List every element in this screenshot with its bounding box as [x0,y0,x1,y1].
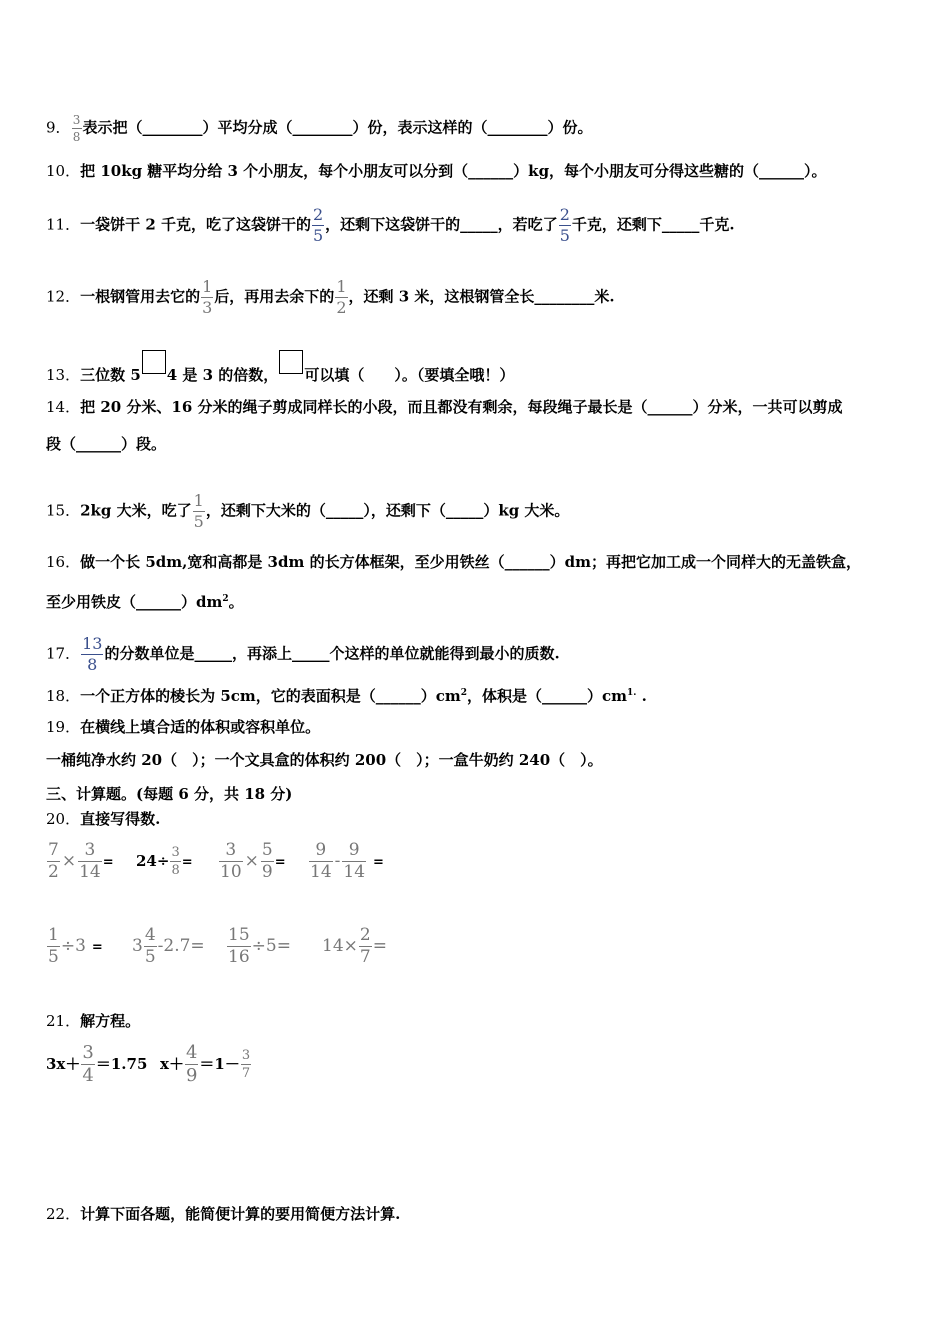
question-19 [46,717,910,737]
fraction: $\frac{3}{4}$ [82,1042,94,1086]
question-16 [46,552,910,572]
question-text: 表示把（________）平均分成（________）份，表示这样的（________）份。 [82,118,593,137]
question-number: 15． [46,501,81,520]
superscript: 2 [460,688,468,698]
calc-expression: 14× $\frac{2}{7}$ = [322,925,387,967]
question-number: 10． [46,162,81,180]
calc-expression: $\frac{15}{16}$ ÷5= [228,925,291,967]
fraction: $\frac{3}{10}$ [220,840,242,882]
question-number: 14． [46,398,81,416]
fraction: $\frac{9}{14}$ [343,840,366,882]
calc-expression: $\frac{7}{2}$ × $\frac{3}{14}$ = [48,840,114,882]
fraction: $\frac{15}{16}$ [228,925,250,967]
fraction: $\frac{1}{5}$ [48,925,59,967]
question-17 [46,636,910,673]
superscript: 1. [627,688,637,698]
question-text: ，还剩下这袋饼干的_____，若吃了 [325,215,558,234]
question-text: 一桶纯净水约 20（ ）；一个文具盒的体积约 200（ ）；一盒牛奶约 240（ ）。 [46,751,603,769]
question-number: 20． [46,810,81,828]
equation-2: x＋ $\frac{4}{9}$ ＝1－ $\frac{3}{7}$ [160,1042,251,1086]
question-text: 一袋饼干 2 千克，吃了这袋饼干的 [80,215,311,234]
question-text: 至少用铁皮（______）dm [46,593,223,611]
question-number: 12． [46,287,81,306]
question-text: 2kg 大米，吃了 [80,501,192,520]
question-text: 。 [228,593,244,611]
calc-expression: $\frac{1}{5}$ ÷3 = [48,925,103,967]
answer-box [142,350,166,374]
question-text: . [636,687,647,705]
question-22 [46,1204,910,1224]
calc-expression: $\frac{3}{10}$ × $\frac{5}{9}$ = [220,840,286,882]
question-text: ，还剩 3 米，这根钢管全长________米. [348,287,615,306]
question-text: 在横线上填合适的体积或容积单位。 [80,718,321,736]
question-text: 段（______）段。 [46,435,167,453]
question-number: 17． [46,644,81,663]
question-text: 把 20 分米、16 分米的绳子剪成同样长的小段，而且都没有剩余，每段绳子最长是（______）分米，一共可以剪成 [80,398,843,416]
question-text: 计算下面各题，能简便计算的要用简便方法计算. [80,1205,401,1223]
question-text: 可以填（ ）。（要填全哦！） [304,366,515,384]
question-text: 千克，还剩下_____千克. [571,215,735,234]
fraction: $\frac{3}{8}$ [171,845,180,878]
question-19-line2 [46,750,910,770]
question-9 [46,114,910,143]
fraction: $\frac{13}{8}$ [82,634,103,674]
calc-expression: 24÷ $\frac{3}{8}$ = [136,845,193,878]
fraction: $\frac{4}{9}$ [185,1042,198,1086]
fraction: $\frac{3}{8}$ [72,113,81,144]
question-number: 19． [46,718,81,736]
question-number: 13． [46,366,81,384]
question-text: ，体积是（______）cm [467,687,628,705]
question-text: 三位数 5 [80,366,141,384]
question-16-line2 [46,589,910,612]
fraction: $\frac{2}{5}$ [559,205,570,245]
question-11 [46,207,910,244]
fraction: $\frac{9}{14}$ [310,840,332,882]
fraction: $\frac{5}{9}$ [261,840,273,882]
question-number: 11． [46,215,81,234]
question-text: 把 10kg 糖平均分给 3 个小朋友，每个小朋友可以分到（______）kg，每个小朋友可分得这些糖的（______）。 [80,162,827,180]
fraction: $\frac{1}{5}$ [193,491,204,531]
question-15 [46,493,910,530]
calc-expression: 3 $\frac{4}{5}$ -2.7= [132,925,205,967]
fraction: $\frac{7}{2}$ [48,840,59,882]
question-text: 做一个长 5dm,宽和高都是 3dm 的长方体框架，至少用铁丝（______）dm；再把它加工成一个同样大的无盖铁盒， [80,553,861,571]
question-21 [46,1011,910,1031]
question-text: 解方程。 [80,1012,141,1030]
question-text: 的分数单位是_____，再添上_____个这样的单位就能得到最小的质数. [104,644,560,663]
question-14 [46,397,910,417]
question-number: 9． [46,118,71,137]
question-18 [46,683,910,706]
question-14-line2 [46,434,910,454]
question-number: 18． [46,687,81,705]
calc-expression: $\frac{9}{14}$ - $\frac{9}{14}$ = [310,840,384,882]
section-title: 三、计算题。(每题 6 分，共 18 分) [46,785,293,803]
question-text: ，还剩下大米的（_____），还剩下（_____）kg 大米。 [205,501,570,520]
question-10 [46,161,910,181]
question-text: 一根钢管用去它的 [80,287,201,306]
fraction: $\frac{2}{5}$ [312,205,324,245]
question-text: 直接写得数. [80,810,161,828]
answer-box [279,350,303,374]
question-text: 一个正方体的棱长为 5cm，它的表面积是（______）cm [80,687,461,705]
question-13 [46,350,910,385]
equation-1: 3x＋ $\frac{3}{4}$ ＝1.75 [46,1042,148,1086]
fraction: $\frac{3}{7}$ [241,1048,251,1081]
question-number: 21． [46,1012,81,1030]
question-number: 16． [46,553,81,571]
fraction: $\frac{4}{5}$ [144,925,156,967]
fraction: $\frac{2}{7}$ [359,925,371,967]
question-text: 后，再用去余下的 [214,287,335,306]
superscript: 2 [222,594,229,604]
fraction: $\frac{3}{14}$ [79,840,101,882]
fraction: $\frac{1}{2}$ [336,277,347,317]
question-12 [46,279,910,316]
question-number: 22． [46,1205,81,1223]
fraction: $\frac{1}{3}$ [202,277,213,317]
question-20 [46,809,910,829]
question-text: 4 是 3 的倍数， [166,366,279,384]
